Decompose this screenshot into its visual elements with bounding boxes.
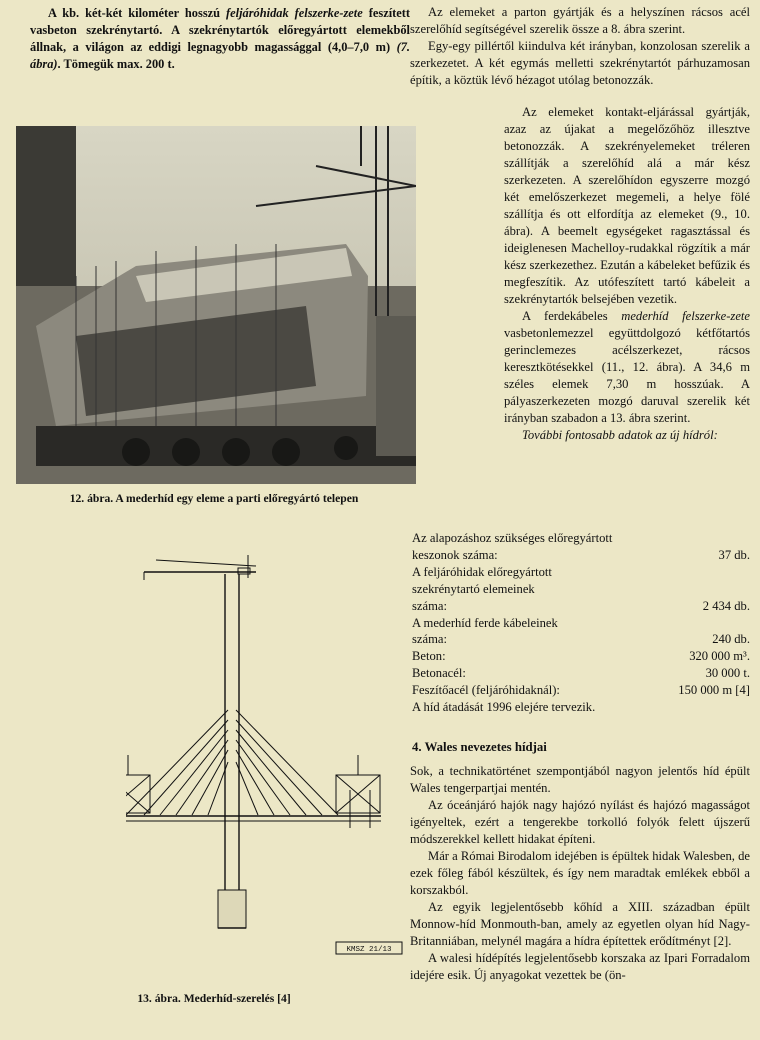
- data-row: A feljáróhidak előregyártott: [412, 564, 552, 579]
- data-row: Beton: 320 000 m³.: [412, 649, 750, 664]
- paragraph: Sok, a technikatörténet szempontjából nagyon jelentős híd épült Wales tengerpartjai mentén.: [410, 764, 750, 795]
- wales-section-text: [410, 763, 750, 984]
- data-row: száma: 240 db.: [412, 632, 750, 647]
- right-wrapped-text: [410, 104, 750, 444]
- paragraph: Az elemeket kontakt-eljárással gyártják, azaz az újakat a megelőzőhöz illesztve betonozzák. A szekrényelemeket tréleren szállítják a szerelőhíd alá a már kész szerkezeten. A szerelőhídon egyszerre mozgó két emelőszerkezet megemeli, a helye fölé szállítja és ott elfordítja az elemeket (9., 10. ábra). A beemelt egységeket ragasztással és ideiglenesen Machelloy-rudakkal rögzítik a már kész szerkezethez. Ezután a kábeleket befűzik és megfeszítik. Az utófeszített tartó kábeleit a szekrénytartók belsejében vezetik.: [504, 105, 750, 306]
- paragraph: További fontosabb adatok az új hídról:: [522, 428, 718, 442]
- bridge-data-list: [412, 530, 750, 716]
- data-row: Betonacél: 30 000 t.: [412, 666, 750, 681]
- data-row: A híd átadását 1996 elejére tervezik.: [412, 700, 596, 715]
- data-row: A mederhíd ferde kábeleinek: [412, 615, 558, 630]
- figure-13-stamp: KMSZ 21/13: [346, 946, 392, 954]
- data-row: Feszítőacél (feljáróhidaknál): 150 000 m [4]: [412, 683, 750, 698]
- paragraph: Egy-egy pillértől kiindulva két irányban, konzolosan szerelik a szerkezetet. A két egymás melletti szekrénytartót párhuzamosan építik, a köztük lévő hézagot utólag betonozzák.: [410, 39, 750, 87]
- paragraph: Az elemeket a parton gyártják és a helyszínen rácsos acél szerelőhíd segítségével szerelik össze a 8. ábra szerint.: [410, 5, 750, 36]
- data-row: száma: 2 434 db.: [412, 598, 750, 613]
- paragraph: Már a Római Birodalom idejében is épültek hidak Walesben, de ezek főleg fából készültek, és így nem maradtak emlékek ebből a korszakból.: [410, 849, 750, 897]
- figure-13-drawing: [126, 550, 406, 970]
- right-top-text: [410, 4, 750, 89]
- data-row: szekrénytartó elemeinek: [412, 581, 535, 596]
- section-heading: 4. Wales nevezetes hídjai: [412, 740, 547, 754]
- paragraph: Az óceánjáró hajók nagy hajózó nyílást és hajózó magasságot igényeltek, ezért a tengerekbe torkolló folyók felett újszerű módszerekkel kellett hidakat építeni.: [410, 798, 750, 846]
- data-row: keszonok száma: 37 db.: [412, 547, 750, 562]
- figure-13-caption: 13. ábra. Mederhíd-szerelés [4]: [137, 992, 291, 1005]
- paragraph: A walesi hídépítés legjelentősebb korszaka az Ipari Forradalom idejére esik. Új anyagokat vezettek be (ön-: [410, 951, 750, 982]
- paragraph: A ferdekábeles mederhíd felszerke-zete vasbetonlemezzel együttdolgozó kétfőtartós gerinclemezes acélszerkezet, rácsos keresztkötésekkel (11., 12. ábra). A 34,6 m széles elemek 7,30 m hosszúak. A pályaszerkezeten mozgó daruval szerelik két irányban szabadon a 13. ábra szerint.: [504, 309, 751, 425]
- lead-paragraph: A kb. két-két kilométer hosszú feljáróhidak felszerke-zete feszített vasbeton szekrénytartó. A szekrénytartók előregyártott elemekből állnak, a világon az eddigi legnagyobb magassággal (4,0–7,0 m) (7. ábra). Tömegük max. 200 t.: [30, 6, 411, 71]
- figure-12-caption: 12. ábra. A mederhíd egy eleme a parti előregyártó telepen: [69, 492, 359, 505]
- paragraph: Az egyik legjelentősebb kőhíd a XIII. században épült Monnow-híd Monmouth-ban, amely az egyetlen olyan híd Nagy-Britanniában, melynél magára a hídra építettek erődítményt [2].: [410, 900, 750, 948]
- bridge-element-photo: [16, 126, 416, 484]
- data-row: Az alapozáshoz szükséges előregyártott: [412, 531, 613, 545]
